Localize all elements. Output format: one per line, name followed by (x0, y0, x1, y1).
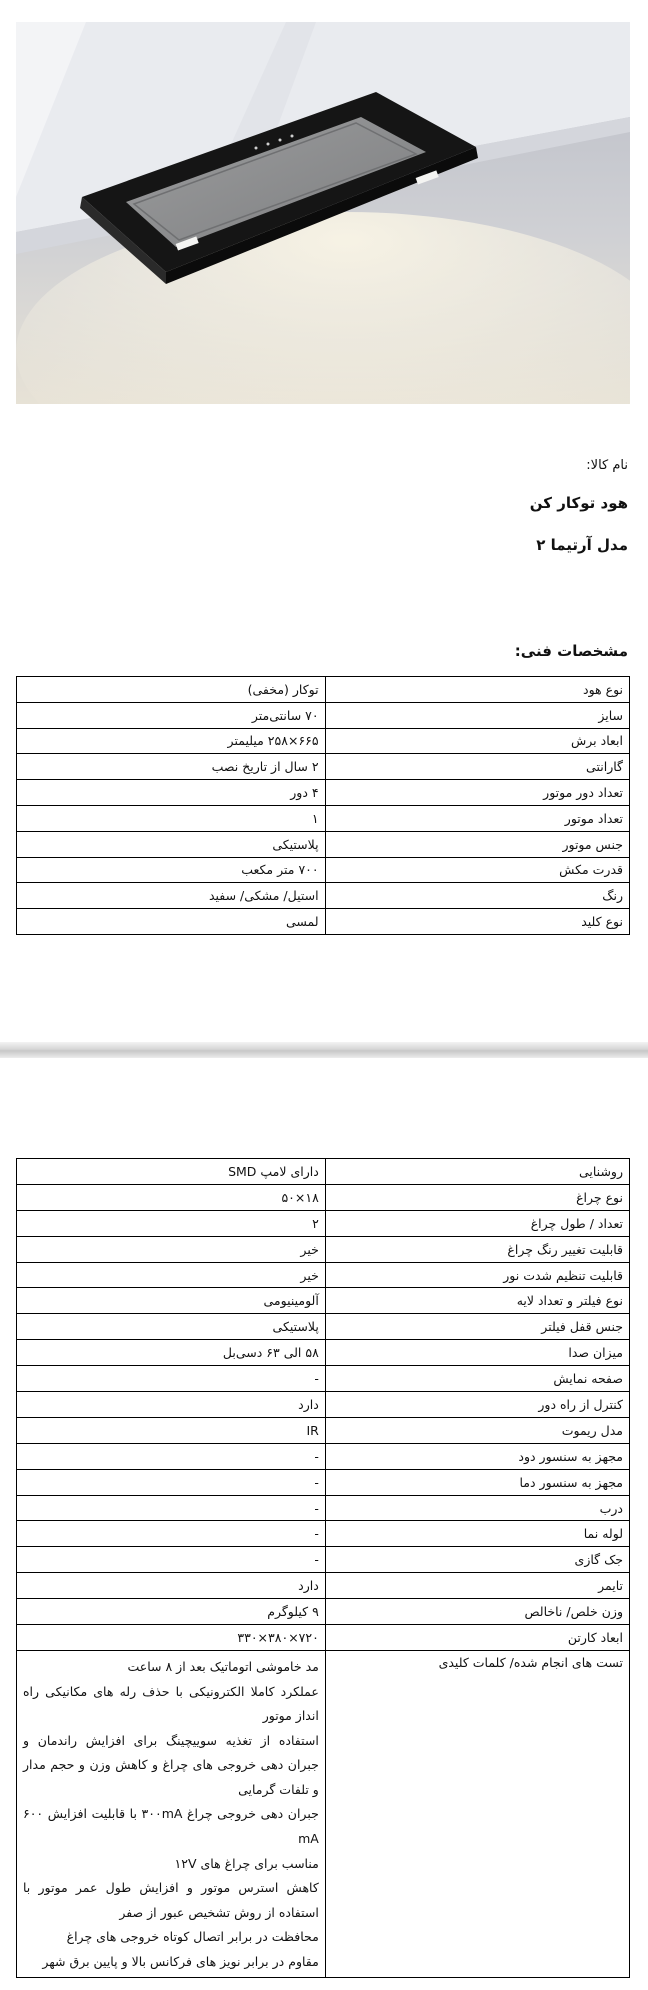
spec-key: رنگ (325, 883, 629, 909)
table-row (17, 1573, 630, 1599)
spec-value: ۴ دور (17, 780, 326, 806)
spec-key: وزن خلص/ ناخالص (325, 1599, 629, 1625)
spec-key: ابعاد برش (325, 728, 629, 754)
spec-value: استیل/ مشکی/ سفید (17, 883, 326, 909)
tests-key: تست های انجام شده/ کلمات کلیدی (325, 1650, 629, 1977)
spec-value: ۷۰ سانتی‌متر (17, 702, 326, 728)
table-row (17, 754, 630, 780)
spec-value: ۱ (17, 805, 326, 831)
spec-key: تایمر (325, 1573, 629, 1599)
table-row (17, 780, 630, 806)
spec-key: جک گازی (325, 1547, 629, 1573)
spec-value: - (17, 1366, 326, 1392)
spec-key: کنترل از راه دور (325, 1392, 629, 1418)
table-row (17, 805, 630, 831)
list-item: کاهش استرس موتور و افزایش طول عمر موتور با استفاده از روش تشخیص عبور از صفر (23, 1880, 319, 1920)
spec-value: توکار (مخفی) (17, 677, 326, 703)
spec-key: مدل ریموت (325, 1417, 629, 1443)
spec-key: قابلیت تغییر رنگ چراغ (325, 1236, 629, 1262)
table-row (17, 1469, 630, 1495)
table-row (17, 1392, 630, 1418)
spec-value: IR (17, 1417, 326, 1443)
list-item: مد خاموشی اتوماتیک بعد از ۸ ساعت (127, 1658, 319, 1674)
spec-key: نوع فیلتر و تعداد لایه (325, 1288, 629, 1314)
spec-key: جنس قفل فیلتر (325, 1314, 629, 1340)
product-name-label: نام کالا: (586, 458, 628, 473)
table-row (17, 677, 630, 703)
product-title: هود توکار کن (529, 494, 628, 512)
spec-key: ابعاد کارتن (325, 1625, 629, 1651)
table-row (17, 1625, 630, 1651)
spec-value: - (17, 1469, 326, 1495)
table-row (17, 1443, 630, 1469)
spec-value: ۷۰۰ متر مکعب (17, 857, 326, 883)
table-row (17, 1262, 630, 1288)
table-row (17, 1366, 630, 1392)
spec-value: پلاستیکی (17, 1314, 326, 1340)
table-row (17, 1210, 630, 1236)
spec-key: قدرت مکش (325, 857, 629, 883)
spec-value: دارای لامپ SMD (17, 1159, 326, 1185)
table-row (17, 1288, 630, 1314)
list-item: مقاوم در برابر نویز های فرکانس بالا و پایین برق شهر (42, 1954, 319, 1970)
spec-key: قابلیت تنظیم شدت نور (325, 1262, 629, 1288)
table-row (17, 1159, 630, 1185)
range-hood-illustration (16, 22, 630, 404)
spec-value: دارد (17, 1573, 326, 1599)
table-row (17, 1521, 630, 1547)
product-photo (16, 22, 630, 404)
list-item: مناسب برای چراغ های ۱۲V (174, 1855, 319, 1871)
list-item: استفاده از تغذیه سوییچینگ برای افزایش راندمان و جبران دهی خروجی های چراغ و کاهش وزن و حجم مدار و تلفات گرمایی (23, 1732, 319, 1797)
spec-value: خیر (17, 1236, 326, 1262)
spec-key: مجهز به سنسور دما (325, 1469, 629, 1495)
spec-key: جنس موتور (325, 831, 629, 857)
spec-key: مجهز به سنسور دود (325, 1443, 629, 1469)
spec-key: نوع هود (325, 677, 629, 703)
spec-value: لمسی (17, 909, 326, 935)
table-row (17, 728, 630, 754)
spec-key: تعداد / طول چراغ (325, 1210, 629, 1236)
table-row (17, 1650, 630, 1977)
spec-value: ۵۸ الی ۶۳ دسی‌بل (17, 1340, 326, 1366)
page-divider (0, 1042, 648, 1058)
spec-key: نوع کلید (325, 909, 629, 935)
table-row (17, 1417, 630, 1443)
list-item: عملکرد کاملا الکترونیکی با حذف رله های مکانیکی راه انداز موتور (23, 1683, 319, 1724)
spec-value: ۶۶۵×۲۵۸ میلیمتر (17, 728, 326, 754)
specs-table-2 (16, 1158, 630, 1978)
spec-key: تعداد دور موتور (325, 780, 629, 806)
spec-value: دارد (17, 1392, 326, 1418)
table-row (17, 857, 630, 883)
spec-value: - (17, 1521, 326, 1547)
spec-value: ۹ کیلوگرم (17, 1599, 326, 1625)
spec-key: درب (325, 1495, 629, 1521)
spec-key: میزان صدا (325, 1340, 629, 1366)
spec-value: آلومینیومی (17, 1288, 326, 1314)
spec-key: نوع چراغ (325, 1184, 629, 1210)
spec-value: - (17, 1547, 326, 1573)
table-row (17, 1599, 630, 1625)
table-row (17, 1236, 630, 1262)
spec-value: ۲ (17, 1210, 326, 1236)
table-row (17, 831, 630, 857)
specs-heading: مشخصات فنی: (514, 642, 628, 660)
spec-value: ۱۸×۵۰ (17, 1184, 326, 1210)
table-row (17, 883, 630, 909)
spec-key: صفحه نمایش (325, 1366, 629, 1392)
specs-table-1 (16, 676, 630, 935)
table-row (17, 1340, 630, 1366)
spec-key: گارانتی (325, 754, 629, 780)
spec-key: سایز (325, 702, 629, 728)
table-row (17, 1314, 630, 1340)
table-row (17, 1547, 630, 1573)
spec-key: روشنایی (325, 1159, 629, 1185)
spec-value: خیر (17, 1262, 326, 1288)
spec-key: تعداد موتور (325, 805, 629, 831)
tests-value (17, 1650, 326, 1977)
table-row (17, 702, 630, 728)
tests-list (23, 1655, 319, 1975)
table-row (17, 1495, 630, 1521)
spec-key: لوله نما (325, 1521, 629, 1547)
spec-value: ۷۲۰×۳۸۰×۳۳۰ (17, 1625, 326, 1651)
product-model: مدل آرتیما ۲ (536, 536, 628, 554)
list-item: جبران دهی خروجی چراغ ۳۰۰mA با قابلیت افزایش ۶۰۰ mA (23, 1806, 319, 1847)
spec-value: - (17, 1495, 326, 1521)
spec-value: - (17, 1443, 326, 1469)
list-item: محافظت در برابر اتصال کوتاه خروجی های چراغ (66, 1929, 319, 1945)
table-row (17, 1184, 630, 1210)
table-row (17, 909, 630, 935)
spec-value: ۲ سال از تاریخ نصب (17, 754, 326, 780)
spec-value: پلاستیکی (17, 831, 326, 857)
